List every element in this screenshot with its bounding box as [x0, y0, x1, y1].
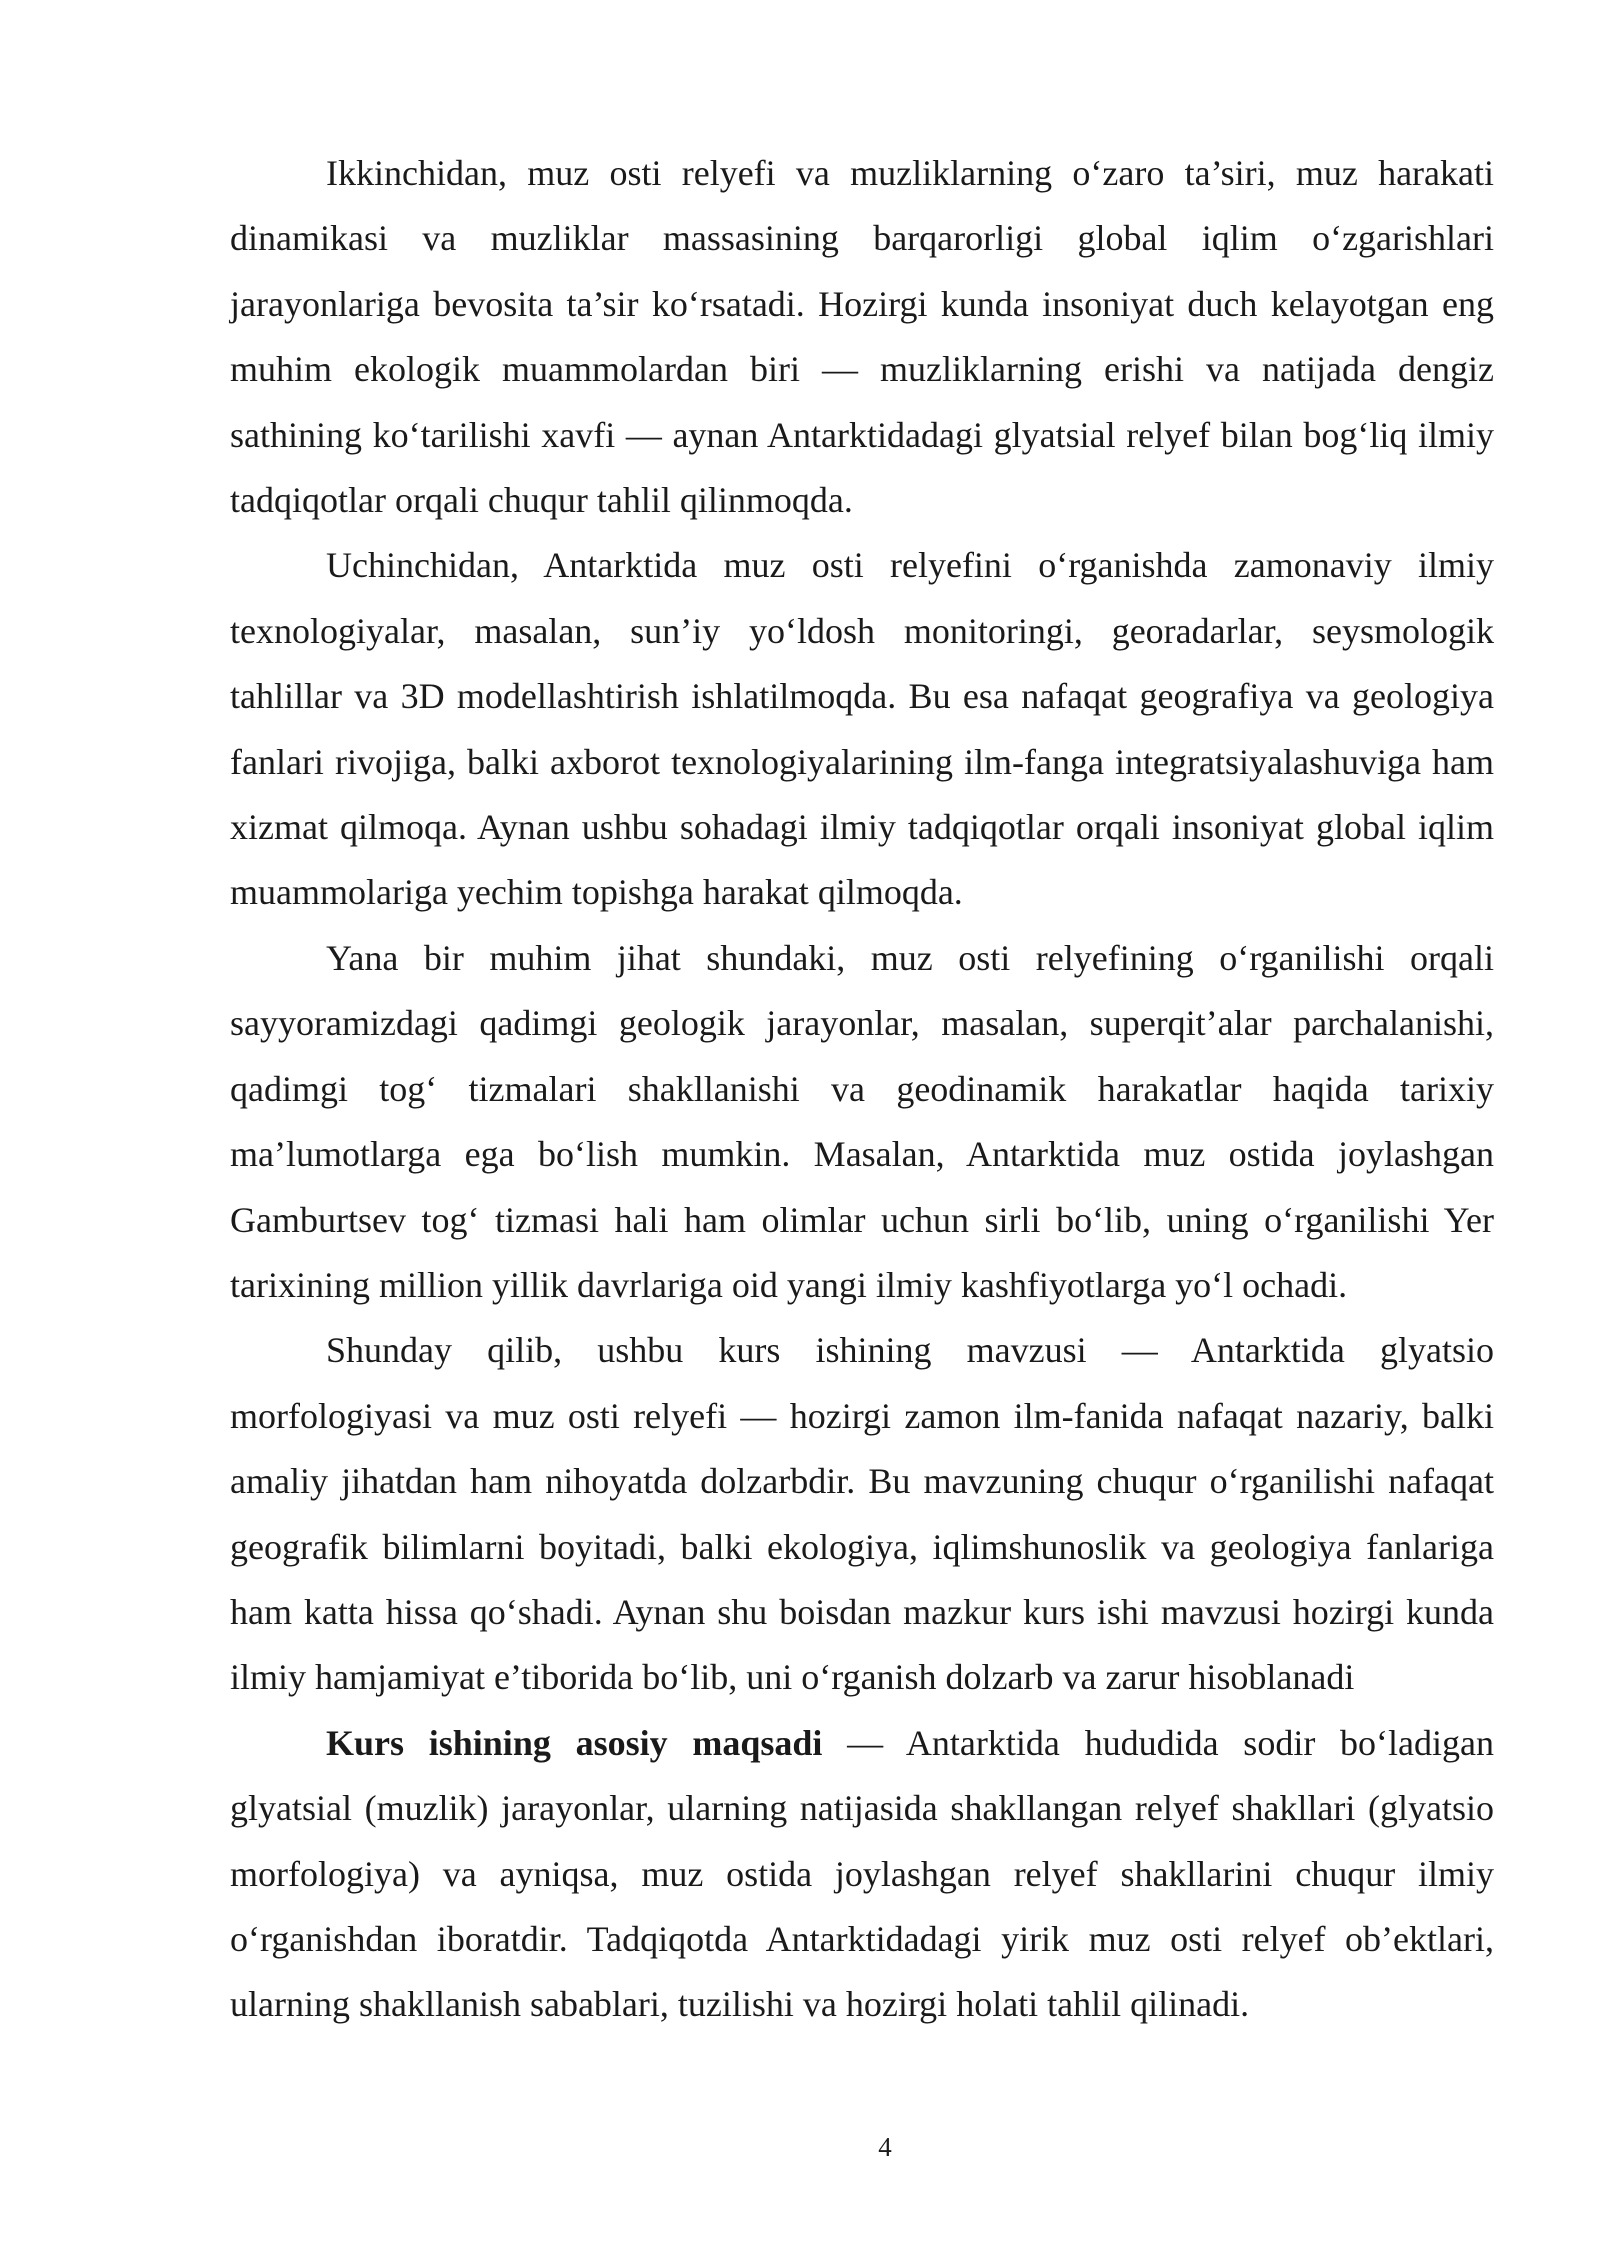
paragraph-text: Yana bir muhim jihat shundaki, muz osti relyefining o‘rganilishi orqali sayyoramizdagi qadimgi geologik jarayonlar, masalan, superqit’alar parchalanishi, qadimgi tog‘ tizmalari shakllanishi va geodinamik harakatlar haqida tarixiy ma’lumotlarga ega bo‘lish mumkin. Masalan, Antarktida muz ostida joylashgan Gamburtsev tog‘ tizmasi hali ham olimlar uchun sirli bo‘lib, uning o‘rganilishi Yer tarixining million yillik davrlariga oid yangi ilmiy kashfiyotlarga yo‘l ochadi.	[230, 937, 1494, 1305]
paragraph	[230, 1318, 1494, 1710]
paragraph	[230, 1711, 1494, 2038]
body-text	[230, 141, 1494, 2038]
paragraph-text: Uchinchidan, Antarktida muz osti relyefini o‘rganishda zamonaviy ilmiy texnologiyalar, masalan, sun’iy yo‘ldosh monitoringi, georadarlar, seysmologik tahlillar va 3D modellashtirish ishlatilmoqda. Bu esa nafaqat geografiya va geologiya fanlari rivojiga, balki axborot texnologiyalarining ilm-fanga integratsiyalashuviga ham xizmat qilmoqa. Aynan ushbu sohadagi ilmiy tadqiqotlar orqali insoniyat global iqlim muammolariga yechim topishga harakat qilmoqda.	[230, 545, 1494, 913]
bold-term: Kurs ishining asosiy maqsadi	[326, 1722, 823, 1763]
paragraph-text: Shunday qilib, ushbu kurs ishining mavzusi — Antarktida glyatsio morfologiyasi va muz osti relyefi — hozirgi zamon ilm-fanida nafaqat nazariy, balki amaliy jihatdan ham nihoyatda dolzarbdir. Bu mavzuning chuqur o‘rganilishi nafaqat geografik bilimlarni boyitadi, balki ekologiya, iqlimshunoslik va geologiya fanlariga ham katta hissa qo‘shadi. Aynan shu boisdan mazkur kurs ishi mavzusi hozirgi kunda ilmiy hamjamiyat e’tiborida bo‘lib, uni o‘rganish dolzarb va zarur hisoblanadi	[230, 1330, 1494, 1698]
page-number: 4	[878, 2132, 892, 2162]
paragraph	[230, 141, 1494, 533]
paragraph-text: — Antarktida hududida sodir bo‘ladigan glyatsial (muzlik) jarayonlar, ularning natijasida shakllangan relyef shakllari (glyatsio morfologiya) va ayniqsa, muz ostida joylashgan relyef shakllarini chuqur ilmiy o‘rganishdan iboratdir. Tadqiqotda Antarktidadagi yirik muz osti relyef ob’ektlari, ularning shakllanish sabablari, tuzilishi va hozirgi holati tahlil qilinadi.	[230, 1722, 1494, 2025]
paragraph	[230, 533, 1494, 925]
paragraph-text: Ikkinchidan, muz osti relyefi va muzliklarning o‘zaro ta’siri, muz harakati dinamikasi va muzliklar massasining barqarorligi global iqlim o‘zgarishlari jarayonlariga bevosita ta’sir ko‘rsatadi. Hozirgi kunda insoniyat duch kelayotgan eng muhim ekologik muammolardan biri — muzliklarning erishi va natijada dengiz sathining ko‘tarilishi xavfi — aynan Antarktidadagi glyatsial relyef bilan bog‘liq ilmiy tadqiqotlar orqali chuqur tahlil qilinmoqda.	[230, 153, 1494, 521]
paragraph	[230, 926, 1494, 1318]
